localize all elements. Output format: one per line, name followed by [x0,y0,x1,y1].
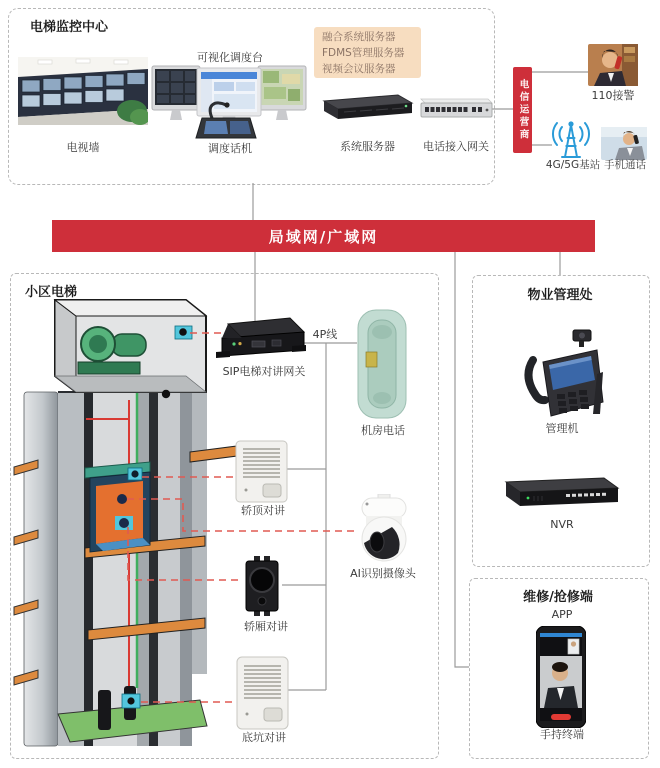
elevator-car [85,462,150,552]
phone-gateway-image [418,95,494,121]
manager-phone-image [519,328,605,420]
wire-4p-label: 4P线 [312,328,338,341]
community-elevator-title: 小区电梯 [25,285,78,300]
mobile-call-photo [601,127,647,160]
pit-intercom-label: 底坑对讲 [242,731,286,744]
handheld-phone-image [536,626,586,728]
police-110-photo [588,44,638,86]
car-top-intercom-image [235,440,288,503]
fusion-line1: 融合系统服务器 [322,31,396,43]
dispatch-console-image [150,62,308,140]
police-110-label: 110接警 [591,89,635,102]
machine-room-phone-image [356,308,408,420]
manager-phone-label: 管理机 [545,422,579,435]
fusion-line3: 视频会议服务器 [322,63,396,75]
console-label: 可视化调度台 [197,51,263,64]
tv-wall-label: 电视墙 [66,141,100,154]
maintenance-title: 维修/抢修端 [523,590,593,605]
app-label: APP [551,608,573,621]
property-management-title: 物业管理处 [527,288,593,303]
pit-intercom-image [236,656,289,730]
system-server-label: 系统服务器 [340,140,395,153]
telecom-operator-label: 电信运营商 [517,78,529,142]
tv-wall-image [18,57,148,125]
machine-room [55,300,206,398]
car-intercom-label: 轿厢对讲 [244,620,288,633]
system-server-image [320,93,414,121]
lan-wan-label: 局域网/广域网 [268,227,379,246]
mobile-call-label: 手机通话 [604,159,646,171]
monitoring-center-title: 电梯监控中心 [30,20,109,35]
machine-room-phone-label: 机房电话 [361,424,405,437]
fusion-line2: FDMS管理服务器 [322,47,405,59]
car-top-intercom-label: 轿顶对讲 [241,504,285,517]
ai-camera-label: AI识别摄像头 [350,567,416,580]
sip-gateway-label: SIP电梯对讲网关 [222,365,306,378]
elevator-illustration [14,300,237,746]
phone-gateway-label: 电话接入网关 [423,140,489,153]
dispatch-phone-label: 调度话机 [208,142,252,155]
sip-gateway-image [214,314,306,362]
nvr-image [498,476,620,510]
car-intercom-image [242,556,282,616]
base-station-label: 4G/5G基站 [545,159,601,171]
nvr-label: NVR [550,518,574,531]
ai-camera-image [352,494,414,564]
base-station-icon [550,118,592,160]
handheld-label: 手持终端 [540,728,584,741]
